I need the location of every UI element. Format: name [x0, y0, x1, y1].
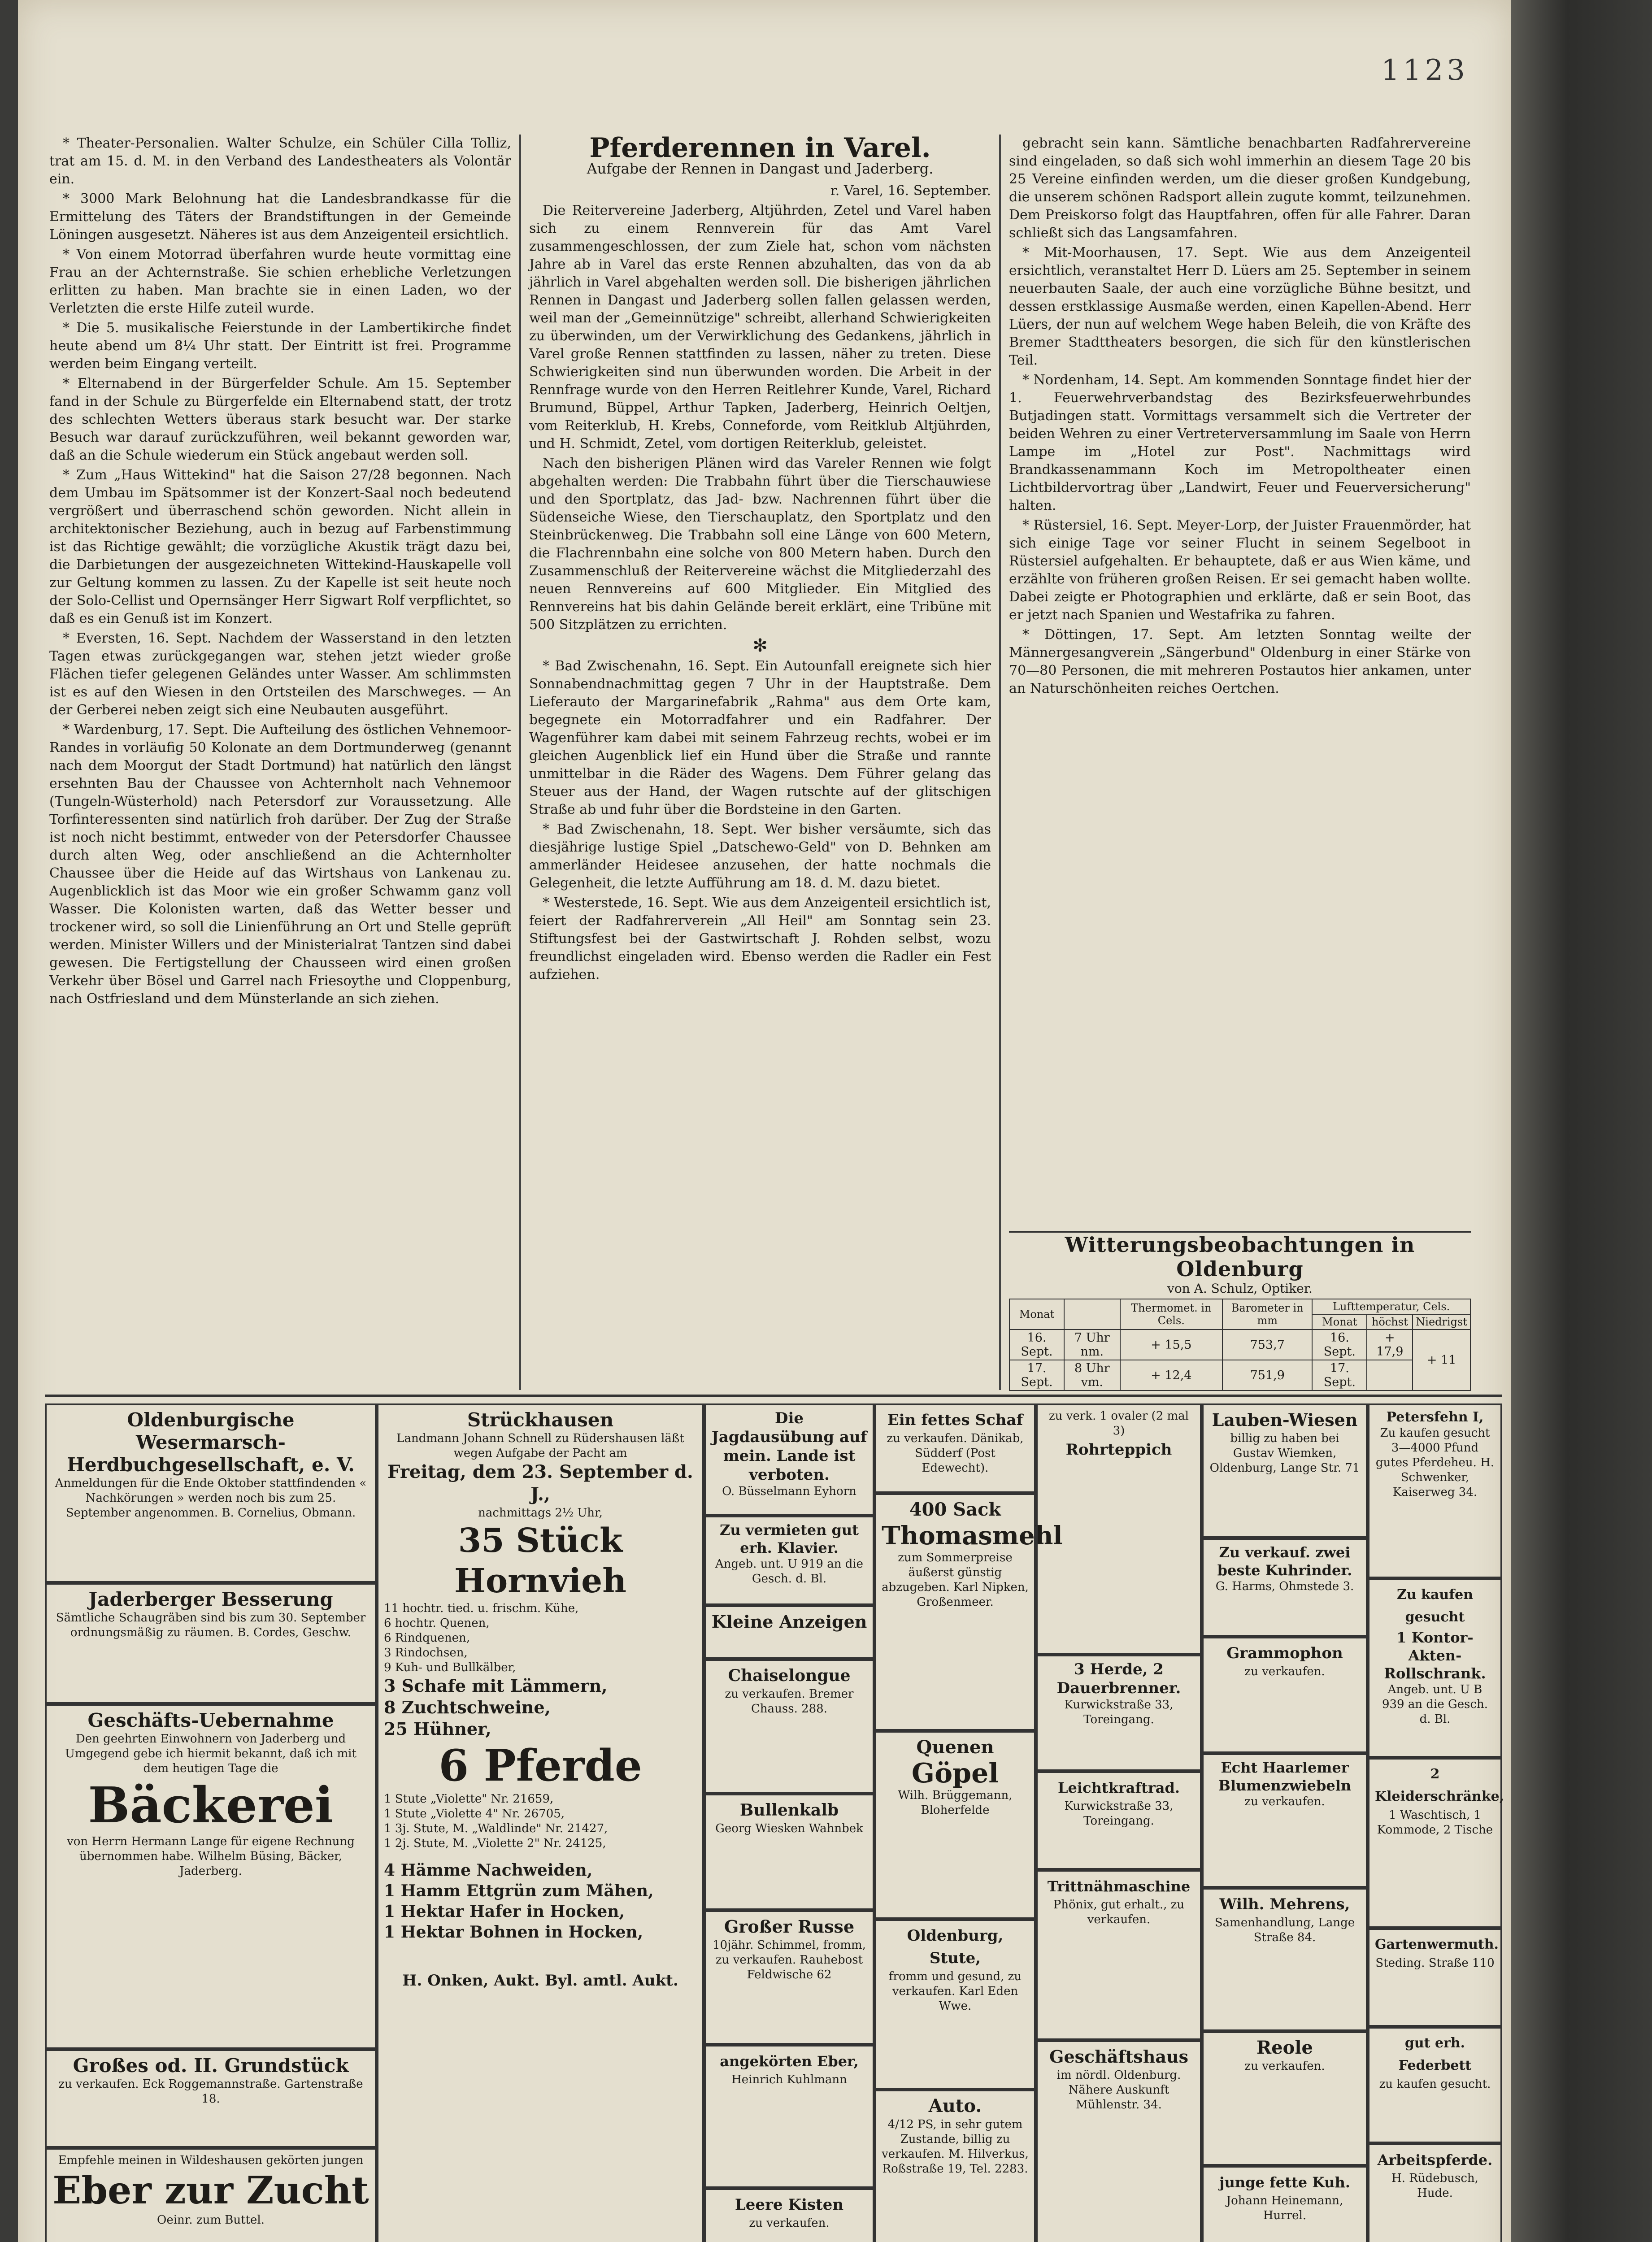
- article-body: Die Reitervereine Jaderberg, Altjührden, Zetel und Varel haben sich zu einem Rennverein für das Amt Varel zusammengeschlossen, der zum Ziele hat, schon vom nächsten Jahre ab in Varel das erste Rennen abzuhalten, das von da ab jährlich in Varel abgehalten werden soll. Die bisherigen jährlichen Rennen in Dangast und Jaderberg sollen fallen gelassen werden, weil man der „Gemeinnützige" schreibt, allerhand Schwierigkeiten zu überwinden, um der Verwirklichung des Gedankens, jährlich in Varel große Rennen stattfinden zu lassen, näher zu treten. Diese Schwierigkeiten sind nun überwunden worden. Die Arbeit in der Rennfrage wurde von den Herren Reitlehrer Kunde, Varel, Richard Brumund, Büppel, Arthur Tapken, Jaderberg, Heinrich Oeltjen, vom Reiterklub, H. Krebs, Conneforde, vom Reitklub Altjührden, und H. Schmidt, Zetel, vom dortigen Reiterklub, geleistet.: [529, 203, 991, 452]
- article-wardenburg: * Wardenburg, 17. Sept. Die Aufteilung des östlichen Vehnemoor-Randes in vorläufig 50 Kolonate an dem Dortmunderweg (genannt nach dem Moorgut der Stadt Dortmund) hat natürlich den längst ersehnten Bau der Chaussee von Achternholt nach Vehnemoor (Tungeln-Wüsterhold) nach Petersdorf zur Voraussetzung. Alle Torfinteressenten sind natürlich froh darüber. Der Zug der Straße ist noch nicht bestimmt, entweder von der Petersdorfer Chaussee durch alten Weg, oder anschließend an die Achternholter Chaussee über die Heide auf das Wirtshaus von Lankenau zu. Augenblicklich ist das Moor wie ein großer Schwamm ganz voll Wasser. Die Kolonisten warten, daß das Wetter besser und trockener wird, so soll die Linienführung an Ort und Stelle geprüft werden. Minister Willers und der Ministerialrat Tantzen sind dabei gewesen. Die Fertigstellung der Chausseen wird einen großen Verkehr über Bösel und Garrel nach Friesoythe und Cloppenburg, nach Ostfriesland und dem Münsterlande an sich ziehen.: [49, 722, 511, 1007]
- ad-heading: Leere Kisten: [735, 2196, 844, 2214]
- ad-heading: Gartenwermuth.: [1375, 1937, 1499, 1952]
- cell: + 15,5: [1120, 1330, 1223, 1360]
- ad-item: 3 Schafe mit Lämmern,: [384, 1676, 608, 1696]
- ad-auto: [874, 2090, 1036, 2242]
- ad-heading: Jaderberger Besserung: [88, 1588, 333, 1610]
- ad-text: 1 Waschtisch, 1 Kommode, 2 Tische: [1377, 1808, 1493, 1837]
- ad-heading: Geschäftshaus: [1049, 2046, 1188, 2067]
- ad-big-text: 35 Stück Hornvieh: [454, 1521, 627, 1600]
- ad-heading: Bullenkalb: [739, 1801, 839, 1820]
- ad-kleine-anzeigen: [704, 1605, 874, 1659]
- ad-leichtkraftrad: [1036, 1771, 1202, 1870]
- ad-heading: Großes od. II. Grundstück: [73, 2055, 349, 2077]
- ad-herdbuch: [45, 1403, 377, 1583]
- weather-subtitle: von A. Schulz, Optiker.: [1167, 1281, 1313, 1296]
- ads-divider: [45, 1395, 1502, 1397]
- article-westerstede: * Westerstede, 16. Sept. Wie aus dem Anzeigenteil ersichtlich ist, feiert der Radfahrerverein „All Heil" am Sonntag sein 23. Stiftungsfest bei der Gastwirtschaft J. Rohden selbst, wozu freundlichst eingeladen wird. Ebenso werden die Radler ein Fest aufziehen.: [529, 895, 991, 982]
- ad-text: Phönix, gut erhalt., zu verkaufen.: [1053, 1898, 1185, 1926]
- cell: 7 Uhr nm.: [1064, 1330, 1120, 1360]
- ad-text: von Herrn Hermann Lange für eigene Rechnung übernommen habe. Wilhelm Büsing, Bäcker, Jaderberg.: [67, 1835, 355, 1878]
- ad-text: zu verkaufen.: [1244, 2060, 1325, 2073]
- column-2: [529, 132, 991, 1377]
- ad-grammophon: [1202, 1637, 1368, 1753]
- ad-text: zu verk. 1 ovaler (2 mal 3): [1049, 1409, 1189, 1438]
- ad-heading: Auto.: [928, 2095, 982, 2116]
- ad-heading: Zu vermieten gut erh. Klavier.: [720, 1521, 859, 1556]
- ad-thomasmehl: [874, 1493, 1063, 1731]
- ad-heading: Quenen: [916, 1737, 994, 1758]
- ad-item: 1 Stute „Violette" Nr. 21659,: [384, 1792, 554, 1806]
- ad-heading: Zu kaufen gesucht: [1397, 1587, 1473, 1625]
- ad-heading: Kleine Anzeigen: [711, 1612, 867, 1632]
- ad-heading: Zu verkauf. zwei beste Kuhrinder.: [1217, 1544, 1352, 1579]
- article-doettingen: * Döttingen, 17. Sept. Am letzten Sonntag weilte der Männergesangverein „Sängerbund" Oldenburg in einer Stärke von 70—80 Personen, die mit mehreren Postautos hier ankamen, unter an Naturschönheiten reiches Oertchen.: [1009, 627, 1471, 696]
- ad-text: zu verkaufen.: [1244, 1795, 1325, 1808]
- ad-heading: Großer Russe: [724, 1916, 855, 1937]
- ad-stute: [874, 1919, 1036, 2090]
- ad-jaderberger: [45, 1583, 377, 1704]
- ad-heading: gut erh. Federbett: [1398, 2035, 1472, 2073]
- ad-chaiselongue: [704, 1659, 874, 1794]
- cell: [1367, 1360, 1413, 1390]
- ad-text: Landmann Johann Schnell zu Rüdershausen läßt wegen Aufgabe der Pacht am: [396, 1432, 684, 1460]
- ad-heading: Wilh. Mehrens,: [1219, 1895, 1350, 1913]
- ad-text: zu verkaufen. Bremer Chauss. 288.: [725, 1687, 854, 1716]
- weather-table: [1009, 1299, 1471, 1391]
- ad-heading: Petersfehn I,: [1386, 1409, 1484, 1425]
- auction-date: Freitag, dem 23. September d. J.,: [387, 1461, 693, 1505]
- ad-text: Kurwickstraße 33, Toreingang.: [1064, 1698, 1174, 1726]
- cell: + 11: [1413, 1330, 1470, 1390]
- ad-arbeitspferde: [1368, 2143, 1502, 2242]
- ad-text: Den geehrten Einwohnern von Jaderberg und Umgegend gebe ich hiermit bekannt, daß ich mit dem heutigen Tage die: [65, 1732, 356, 1775]
- article-belohnung: * 3000 Mark Belohnung hat die Landesbrandkasse für die Ermittelung des Täters der Brandstiftungen in der Gemeinde Löningen ausgesetzt. Näheres ist aus dem Anzeigenteil ersichtlich.: [49, 191, 511, 243]
- separator-star: ✻: [752, 635, 768, 656]
- ad-kleiderschraenke: [1368, 1758, 1502, 1928]
- ad-item: 1 Hamm Ettgrün zum Mähen,: [384, 1881, 654, 1900]
- cell: + 12,4: [1120, 1360, 1223, 1390]
- ad-lauben-wiesen: [1202, 1403, 1368, 1538]
- ad-text: Georg Wiesken Wahnbek: [715, 1822, 863, 1835]
- ad-heading: Leichtkraftrad.: [1058, 1779, 1180, 1796]
- ad-grosser-russe: [704, 1910, 874, 2045]
- ad-big-text: Göpel: [911, 1758, 999, 1789]
- ad-jagd: [704, 1403, 874, 1516]
- ad-blumenzwiebeln: [1202, 1753, 1368, 1888]
- article-zwischenahn: * Bad Zwischenahn, 18. Sept. Wer bisher versäumte, sich das diesjährige lustige Spiel „Datschewo-Geld" von D. Behnken am ammerländer Heidesee anzusehen, der hatte nochmals die Gelegenheit, die letzte Aufführung am 18. d. M. dazu bietet.: [529, 821, 991, 891]
- ad-heading: junge fette Kuh.: [1219, 2174, 1350, 2191]
- ad-heading: 2 Kleiderschränke,: [1375, 1766, 1504, 1804]
- ad-gartenwermuth: [1368, 1928, 1502, 2027]
- ad-item: 4 Hämme Nachweiden,: [384, 1861, 593, 1880]
- weather-header: Monat: [1009, 1299, 1064, 1330]
- cell: + 17,9: [1367, 1330, 1413, 1360]
- ad-klavier: [704, 1516, 874, 1605]
- ad-herde: [1036, 1655, 1202, 1771]
- ad-big-text: 6 Pferde: [439, 1740, 642, 1791]
- ad-text: H. Rüdebusch, Hude.: [1391, 2172, 1478, 2200]
- ad-text: zu verkaufen. Eck Roggemannstraße. Gartenstraße 18.: [58, 2077, 363, 2106]
- ad-schaf: [874, 1403, 1036, 1493]
- ad-item: 1 3j. Stute, M. „Waldlinde" Nr. 21427,: [384, 1822, 608, 1835]
- ad-text: 4/12 PS, in sehr gutem Zustande, billig zu verkaufen. M. Hilverkus, Roßstraße 19, Tel. 2283.: [882, 2118, 1029, 2176]
- ad-big-text: Thomasmehl: [882, 1521, 1063, 1551]
- ad-text: O. Büsselmann Eyhorn: [722, 1485, 856, 1498]
- ad-heading: Oldenburgische Wesermarsch-Herdbuchgesellschaft, e. V.: [67, 1409, 355, 1476]
- ad-heading: Grammophon: [1226, 1644, 1343, 1662]
- ad-geschaeftshaus: [1036, 2040, 1202, 2242]
- table-row: [1009, 1330, 1470, 1360]
- ad-text: 10jähr. Schimmel, fromm, zu verkaufen. Rauhebost Feldwische 62: [713, 1938, 866, 1981]
- weather-header: Thermomet. in Cels.: [1120, 1299, 1223, 1330]
- ad-grundstueck: [45, 2049, 377, 2148]
- article-theater: * Theater-Personalien. Walter Schulze, ein Schüler Cilla Tolliz, trat am 15. d. M. in den Verband des Landestheaters als Volontär ein.: [49, 135, 511, 187]
- article-wittekind: * Zum „Haus Wittekind" hat die Saison 27/28 begonnen. Nach dem Umbau im Spätsommer ist der Konzert-Saal noch bedeutend vergrößert und überraschend schön geworden. Nicht allein in architektonischer Beziehung, auch in bezug auf Farbenstimmung ist das Richtige gewählt; die vorzügliche Akustik trägt dazu bei, die Darbietungen der ausgezeichneten Wittekind-Hauskapelle voll zur Geltung kommen zu lassen. Zu der Kapelle ist seit heute noch der Solo-Cellist und Opernsänger Herr Sigwart Rolf verpflichtet, so daß es ein Genuß ist im Konzert.: [49, 467, 511, 626]
- ad-heading: Lauben-Wiesen: [1212, 1410, 1358, 1430]
- ad-text: zu verkaufen. Dänikab, Südderf (Post Edewecht).: [887, 1432, 1024, 1475]
- article-feierstunde: * Die 5. musikalische Feierstunde in der Lambertikirche findet heute abend um 8¼ Uhr statt. Der Eintritt ist frei. Programme werden beim Eingang verteilt.: [49, 320, 511, 372]
- ad-eber-angekoert: [704, 2045, 874, 2188]
- ad-text: Oeinr. zum Buttel.: [157, 2213, 265, 2227]
- ad-text: zu kaufen gesucht.: [1379, 2077, 1491, 2091]
- column-rule: [999, 135, 1001, 1390]
- ad-heading: Chaiselongue: [728, 1666, 851, 1685]
- weather-box: [1009, 1231, 1471, 1389]
- ad-text: Kurwickstraße 33, Toreingang.: [1064, 1799, 1174, 1828]
- ad-naehmaschine: [1036, 1870, 1202, 2040]
- article-motorrad: * Von einem Motorrad überfahren wurde heute vormittag eine Frau an der Achternstraße. Sie schien erhebliche Verletzungen erlitten zu haben. Man brachte sie in einen Laden, wo der Verletzten die erste Hilfe zuteil wurde.: [49, 247, 511, 316]
- ad-text: Sämtliche Schaugräben sind bis zum 30. September ordnungsmäßig zu räumen. B. Cordes, Geschw.: [56, 1611, 366, 1639]
- ad-text: im nördl. Oldenburg. Nähere Auskunft Mühlenstr. 34.: [1056, 2068, 1181, 2112]
- ad-strueckhausen-auction: [377, 1403, 704, 2242]
- ad-text: Empfehle meinen in Wildeshausen gekörten jungen: [58, 2154, 364, 2167]
- article-nordenham: * Nordenham, 14. Sept. Am kommenden Sonntage findet hier der 1. Feuerwehrverbandstag des Bezirksfeuerwehrbundes Butjadingen statt. Vormittags versammelt sich die Vertreter der beiden Wehren zu einer Vertreterversammlung im Saale von Herrn Lampe im „Hotel zur Post". Nachmittags wird Brandkassenammann Koch im Metropoltheater einen Lichtbildervortrag über „Landwirt, Feuer und Feuerversicherung" halten.: [1009, 372, 1471, 513]
- ad-text: Angeb. unt. U 919 an die Gesch. d. Bl.: [715, 1557, 864, 1586]
- cell: 16. Sept.: [1009, 1330, 1064, 1360]
- weather-group-header: Lufttemperatur, Cels.: [1312, 1299, 1470, 1314]
- article-subtitle: Aufgabe der Rennen in Dangast und Jaderberg.: [587, 160, 934, 177]
- table-row: [1009, 1360, 1470, 1390]
- article-dateline: r. Varel, 16. September.: [830, 183, 991, 199]
- ad-text: zu verkaufen.: [749, 2216, 830, 2230]
- ad-heading: Arbeitspferde.: [1377, 2151, 1493, 2168]
- ad-pferdeheu: [1368, 1403, 1502, 1578]
- ad-text: Samenhandlung, Lange Straße 84.: [1214, 1916, 1355, 1944]
- ad-heading: Reole: [1256, 2037, 1313, 2058]
- auction-time: nachmittags 2½ Uhr,: [478, 1506, 603, 1520]
- weather-title: Witterungsbeobachtungen in Oldenburg: [1065, 1233, 1415, 1281]
- cell: 8 Uhr vm.: [1064, 1360, 1120, 1390]
- ad-heading: angekörten Eber,: [720, 2053, 859, 2070]
- ad-text: Heinrich Kuhlmann: [731, 2073, 847, 2086]
- ad-bullenkalb: [704, 1794, 874, 1910]
- ad-signature: H. Onken, Aukt. Byl. amtl. Aukt.: [402, 1972, 678, 1990]
- weather-header: höchst: [1367, 1314, 1413, 1330]
- ad-federbett: [1368, 2027, 1502, 2143]
- ad-heading: Geschäfts-Uebernahme: [87, 1709, 334, 1731]
- ad-heading: 400 Sack: [909, 1499, 1001, 1520]
- article-elternabend: * Elternabend in der Bürgerfelder Schule. Am 15. September fand in der Schule zu Bürgerfelde ein Elternabend statt, der trotz des schlechten Wetters überaus stark besucht war. Der starke Besuch war darauf zurückzuführen, weil bekannt geworden war, daß an die Schule wiederum ein Stück angebaut werden soll.: [49, 376, 511, 463]
- ad-item: 1 Stute „Violette 4" Nr. 26705,: [384, 1807, 565, 1821]
- ad-heading: 3 Herde, 2 Dauerbrenner.: [1056, 1660, 1181, 1697]
- cell: 753,7: [1222, 1330, 1312, 1360]
- ad-goepel: [874, 1731, 1036, 1919]
- ad-big-text: Bäckerei: [88, 1776, 334, 1834]
- cell: 751,9: [1222, 1360, 1312, 1390]
- ad-kisten: [704, 2188, 874, 2242]
- column-3: [1009, 135, 1471, 1224]
- weather-header: [1064, 1299, 1120, 1330]
- ad-rohrteppich: [1036, 1403, 1202, 1655]
- ad-text: Zu kaufen gesucht 3—4000 Pfund gutes Pferdeheu. H. Schwenker, Kaiserweg 34.: [1375, 1426, 1495, 1499]
- ad-heading: Rohrteppich: [1065, 1441, 1172, 1459]
- ad-text: Johann Heinemann, Hurrel.: [1226, 2194, 1343, 2222]
- cell: 17. Sept.: [1312, 1360, 1367, 1390]
- ad-heading: Ein fettes Schaf: [887, 1411, 1023, 1429]
- weather-header: Niedrigst: [1413, 1314, 1470, 1330]
- cell: 16. Sept.: [1312, 1330, 1367, 1360]
- ad-reole: [1202, 2031, 1368, 2166]
- ad-item: 6 Rindquenen,: [384, 1631, 470, 1645]
- ad-heading: Strückhausen: [467, 1409, 614, 1431]
- article-title-pferderennen: Pferderennen in Varel.: [589, 132, 931, 164]
- article-moorhausen: * Mit-Moorhausen, 17. Sept. Wie aus dem Anzeigenteil ersichtlich, veranstaltet Herr D. Lüers am 25. September in seinem neuerbauten Saale, der auch eine vorzügliche Bühne besitzt, und dessen erstklassige Ausmaße werden, einen Kapellen-Abend. Herr Lüers, der nun auf welchem Wege haben Beleih, die von Kräfte des Bremer Stadttheaters besorgen, die sich für den künstlerischen Teil.: [1009, 245, 1471, 368]
- ad-junge-kuh: [1202, 2166, 1368, 2242]
- ad-rollschrank: [1368, 1578, 1502, 1758]
- ad-eber: [45, 2148, 377, 2242]
- scanner-background: [1511, 0, 1652, 2242]
- ad-text: Angeb. unt. U B 939 an die Gesch. d. Bl.: [1382, 1683, 1488, 1726]
- ad-text: zum Sommerpreise äußerst günstig abzugeben. Karl Nipken, Großenmeer.: [882, 1551, 1029, 1609]
- column-1: [49, 135, 511, 1377]
- ad-item: 1 Hektar Hafer in Hocken,: [384, 1902, 625, 1921]
- ad-heading: Echt Haarlemer Blumenzwiebeln: [1218, 1759, 1352, 1794]
- ad-item: 9 Kuh- und Bullkälber,: [384, 1661, 516, 1674]
- ad-item: 3 Rindochsen,: [384, 1646, 468, 1660]
- ad-heading: Trittnähmaschine: [1047, 1878, 1191, 1895]
- ad-heading: Eber zur Zucht: [52, 2168, 369, 2212]
- ad-text: Wilh. Brüggemann, Bloherfelde: [898, 1789, 1013, 1817]
- ad-text: Steding. Straße 110: [1375, 1956, 1495, 1970]
- ad-text: G. Harms, Ohmstede 3.: [1215, 1580, 1354, 1593]
- ad-item: 25 Hühner,: [384, 1719, 491, 1739]
- ad-mehrens: [1202, 1888, 1368, 2031]
- ad-text: billig zu haben bei Gustav Wiemken, Oldenburg, Lange Str. 71: [1209, 1432, 1360, 1475]
- ad-text: fromm und gesund, zu verkaufen. Karl Eden Wwe.: [888, 1970, 1022, 2013]
- page-number: 1123: [1381, 54, 1469, 87]
- column-rule: [519, 135, 521, 1390]
- article-eversten: * Eversten, 16. Sept. Nachdem der Wasserstand in den letzten Tagen etwas zurückgegangen war, stehen jetzt wieder große Flächen tiefer gelegenen Geländes unter Wasser. Am schlimmsten ist es auf den Wiesen in den Ortsteilen des Marschweges. — An der Gerberei neben zeigt sich eine Neubauten ausgeführt.: [49, 630, 511, 718]
- ad-text: zu verkaufen.: [1244, 1665, 1325, 1678]
- ad-heading: Oldenburg, Stute,: [907, 1927, 1004, 1967]
- newspaper-page: [18, 0, 1511, 2242]
- ad-text: 1 Kontor-Akten-Rollschrank.: [1384, 1629, 1486, 1682]
- article-body: Nach den bisherigen Plänen wird das Vareler Rennen wie folgt abgehalten werden: Die Trabbahn führt über die Tierschauwiese und den Sportplatz, das Jad- bzw. Nachrennen führt über die Südenseiche Wiese, den Tierschauplatz, den Sportplatz und den Steinbrückenweg. Die Trabbahn soll eine Länge von 600 Metern, die Flachrennbahn eine solche von 800 Metern haben. Durch den Zusammenschluß der Reitervereine wächst die Mitgliederzahl des neuen Rennvereins auf 600 Mitglieder. Ein Mitglied des Rennvereins hat bis dahin Gelände bereit erklärt, eine Tribüne mit 500 Sitzplätzen zu errichten.: [529, 456, 991, 633]
- weather-header: Monat: [1312, 1314, 1367, 1330]
- ad-item: 1 2j. Stute, M. „Violette 2" Nr. 24125,: [384, 1837, 606, 1850]
- ad-item: 1 Hektar Bohnen in Hocken,: [384, 1923, 643, 1942]
- ad-item: 8 Zuchtschweine,: [384, 1697, 551, 1717]
- ad-geschaeftsuebernahme: [45, 1704, 377, 2049]
- ad-text: Anmeldungen für die Ende Oktober stattfindenden « Nachkörungen » werden noch bis zum 25. September angenommen. B. Cornelius, Obmann.: [55, 1477, 367, 1520]
- weather-header: Barometer in mm: [1222, 1299, 1312, 1330]
- article-autounfall: * Bad Zwischenahn, 16. Sept. Ein Autounfall ereignete sich hier Sonnabendnachmittag gegen 7 Uhr in der Hauptstraße. Dem Lieferauto der Margarinefabrik „Rahma" aus dem Orte kam, begegnete ein Motorradfahrer und ein Radfahrer. Der Wagenführer kam dabei mit seinem Fahrzeug rechts, wobei er im gleichen Augenblick lief ein Hund über die Straße und rannte unmittelbar in die Räder des Wagens. Dem Führer gelang das Steuer aus der Hand, der Wagen rutschte auf der glitschigen Straße ab und fuhr über die Bordsteine in den Garten.: [529, 658, 991, 817]
- ad-item: 11 hochtr. tied. u. frischm. Kühe,: [384, 1602, 579, 1615]
- ad-heading: Die Jagdausübung auf mein. Lande ist verboten.: [711, 1409, 867, 1484]
- cell: 17. Sept.: [1009, 1360, 1064, 1390]
- article-radfahrer: gebracht sein kann. Sämtliche benachbarten Radfahrervereine sind eingeladen, so daß sich wohl immerhin an diesem Tage 20 bis 25 Vereine einfinden werden, um die dieser großen Kundgebung, die unserem schönen Radsport allein zugute kommt, teilzunehmen. Dem Preiskorso folgt das Hauptfahren, offen für alle Fahrer. Daran schließt sich das Langsamfahren.: [1009, 135, 1471, 241]
- ad-item: 6 hochtr. Quenen,: [384, 1616, 490, 1630]
- ad-kuhrinder: [1202, 1538, 1368, 1637]
- article-ruestersiel: * Rüstersiel, 16. Sept. Meyer-Lorp, der Juister Frauenmörder, hat sich einige Tage vor seiner Flucht in seinem Segelboot in Rüstersiel aufgehalten. Er behauptete, daß er aus Wien käme, und erzählte von früheren großen Reisen. Er sei gemacht haben wollte. Dabei zeigte er Photographien und erklärte, daß er sein Boot, das er jetzt nach Spanien und Westafrika zu fahren.: [1009, 517, 1471, 623]
